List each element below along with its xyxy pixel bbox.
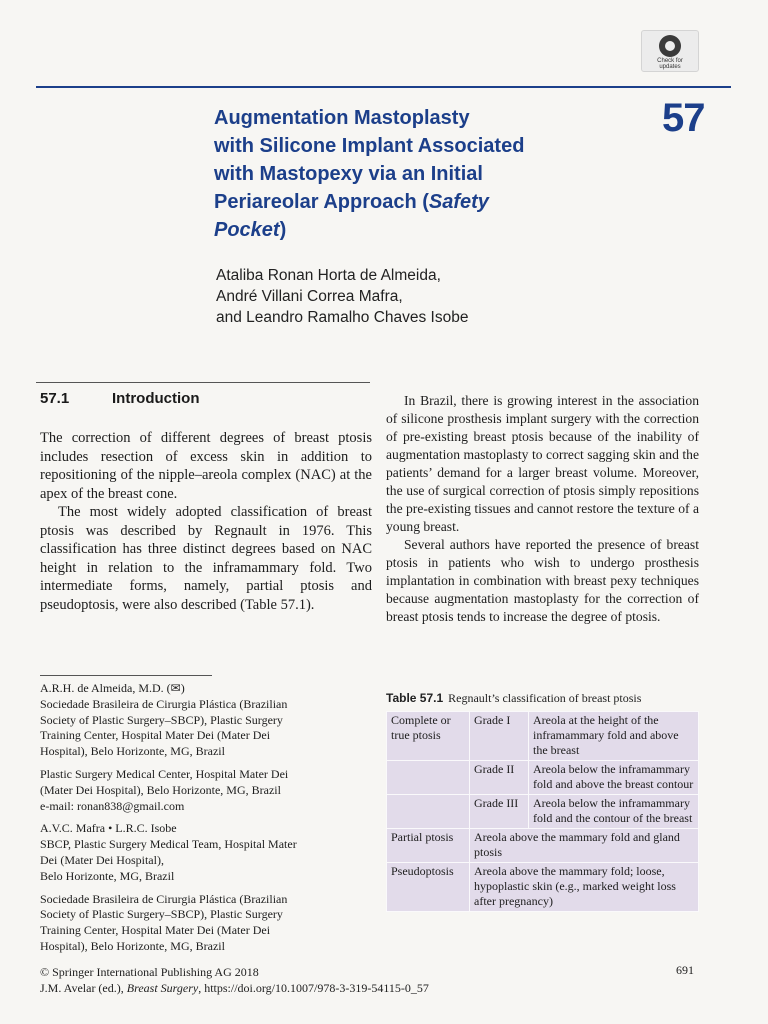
table-cell: Areola below the inframammary fold and the contour of the breast xyxy=(529,795,699,829)
affiliation-block xyxy=(40,767,370,814)
table-cell: Pseudoptosis xyxy=(387,863,470,912)
section-number: 57.1 xyxy=(40,390,70,407)
table-cell: Grade I xyxy=(470,712,529,761)
affiliation-line: SBCP, Plastic Surgery Medical Team, Hospital Mater xyxy=(40,837,297,852)
affiliation-line: Hospital), Belo Horizonte, MG, Brazil xyxy=(40,938,225,953)
table-row xyxy=(387,761,699,795)
paragraph-1: The correction of different degrees of breast ptosis includes resection of excess skin in addition to repositioning of the nipple–areola complex (NAC) at the apex of the breast cone. xyxy=(40,430,372,502)
author-line-1: Ataliba Ronan Horta de Almeida, xyxy=(216,267,441,284)
affiliation-line: Society of Plastic Surgery–SBCP), Plastic Surgery xyxy=(40,712,283,727)
title-italic: Safety xyxy=(428,191,489,213)
author-line-2: André Villani Correa Mafra, xyxy=(216,288,403,305)
affiliation-line: Belo Horizonte, MG, Brazil xyxy=(40,868,175,883)
title-line-1: Augmentation Mastoplasty xyxy=(214,107,470,129)
title-line-4-text: Periareolar Approach ( xyxy=(214,191,429,213)
affiliations xyxy=(40,681,370,962)
paragraph-2: The most widely adopted classification of breast ptosis was described by Regnault in 1976. This classification has three distinct degrees based on NAC height in relation to the inframammary fold. Two intermediate forms, namely, partial ptosis and pseudoptosis, were also described (Table 57.1). xyxy=(40,504,372,613)
affiliation-line: Training Center, Hospital Mater Dei (Mater Dei xyxy=(40,923,271,938)
affiliation-block xyxy=(40,821,370,884)
left-column-text xyxy=(40,429,372,614)
citation-line xyxy=(40,980,500,996)
affiliation-rule xyxy=(40,675,212,676)
title-italic-2: Pocket xyxy=(214,219,280,241)
affiliation-line: Society of Plastic Surgery–SBCP), Plastic Surgery xyxy=(40,907,283,922)
title-close: ) xyxy=(279,219,287,241)
table-caption xyxy=(386,691,706,706)
check-updates-icon xyxy=(659,35,681,57)
affiliation-block xyxy=(40,681,370,760)
table-caption-text: Regnault’s classification of breast ptosis xyxy=(448,691,642,705)
chapter-number: 57 xyxy=(662,96,705,140)
page-number: 691 xyxy=(676,963,694,977)
table-cell xyxy=(387,761,470,795)
table-row xyxy=(387,712,699,761)
table-cell: Areola above the mammary fold and gland ptosis xyxy=(470,829,699,863)
table-cell: Areola above the mammary fold; loose, hypoplastic skin (e.g., marked weight loss after pregnancy) xyxy=(470,863,699,912)
badge-line1: Check for xyxy=(657,58,683,64)
title-line-4 xyxy=(214,188,634,216)
table-row xyxy=(387,795,699,829)
table-label: Table 57.1 xyxy=(386,691,444,705)
section-rule xyxy=(36,382,370,383)
footer xyxy=(40,964,500,996)
badge-line2: updates xyxy=(659,64,681,70)
affiliation-line: Sociedade Brasileira de Cirurgia Plástica (Brazilian xyxy=(40,891,288,906)
affiliation-line: Plastic Surgery Medical Center, Hospital Mater Dei xyxy=(40,766,289,781)
section-title: Introduction xyxy=(112,390,200,407)
affiliation-line: Sociedade Brasileira de Cirurgia Plástica (Brazilian xyxy=(40,696,288,711)
table-row xyxy=(387,863,699,912)
affiliation-line: Training Center, Hospital Mater Dei (Mater Dei xyxy=(40,728,271,743)
table-cell: Areola at the height of the inframammary fold and above the breast xyxy=(529,712,699,761)
check-for-updates-badge[interactable] xyxy=(641,30,699,72)
affiliation-line: A.V.C. Mafra • L.R.C. Isobe xyxy=(40,821,177,836)
table-cell: Grade II xyxy=(470,761,529,795)
author-list xyxy=(216,265,636,328)
affiliation-line: (Mater Dei Hospital), Belo Horizonte, MG, Brazil xyxy=(40,782,281,797)
author-line-3: and Leandro Ramalho Chaves Isobe xyxy=(216,309,469,326)
affiliation-line: Dei (Mater Dei Hospital), xyxy=(40,852,164,867)
title-line-2: with Silicone Implant Associated xyxy=(214,135,525,157)
table-cell: Partial ptosis xyxy=(387,829,470,863)
affiliation-line: Hospital), Belo Horizonte, MG, Brazil xyxy=(40,744,225,759)
paragraph-4: Several authors have reported the presence of breast ptosis in patients who wish to undergo prosthesis implantation in combination with breast pexy techniques because augmentation mastoplasty for the correction of breast ptosis tends to increase the degree of ptosis. xyxy=(386,537,699,624)
table-cell: Complete or true ptosis xyxy=(387,712,470,761)
right-column-text xyxy=(386,392,699,626)
table-cell xyxy=(387,795,470,829)
affiliation-line: A.R.H. de Almeida, M.D. (✉) xyxy=(40,681,185,695)
table-row xyxy=(387,829,699,863)
title-line-3: with Mastopexy via an Initial xyxy=(214,163,483,185)
citation-book: Breast Surgery xyxy=(126,981,199,995)
section-heading xyxy=(40,390,199,407)
copyright-line: © Springer International Publishing AG 2018 xyxy=(40,965,259,979)
ptosis-classification-table xyxy=(386,711,699,912)
citation-pre: J.M. Avelar (ed.), xyxy=(40,981,127,995)
citation-doi[interactable]: , https://doi.org/10.1007/978-3-319-54115-0_57 xyxy=(198,981,429,995)
table-cell: Areola below the inframammary fold and above the breast contour xyxy=(529,761,699,795)
paragraph-3: In Brazil, there is growing interest in the association of silicone prosthesis implant surgery with the correction of pre-existing breast ptosis because of the inability of augmentation mastoplasty to correct sagging skin and the patients’ demand for a larger breast volume. Moreover, the use of surgical correction of ptosis simply repositions the pre-existing tissues and cannot restore the texture of a young breast. xyxy=(386,393,699,534)
header-rule xyxy=(36,86,731,88)
title-line-5 xyxy=(214,216,634,244)
email-line[interactable]: e-mail: ronan838@gmail.com xyxy=(40,798,185,813)
affiliation-block xyxy=(40,892,370,955)
chapter-title xyxy=(214,104,634,244)
table-cell: Grade III xyxy=(470,795,529,829)
